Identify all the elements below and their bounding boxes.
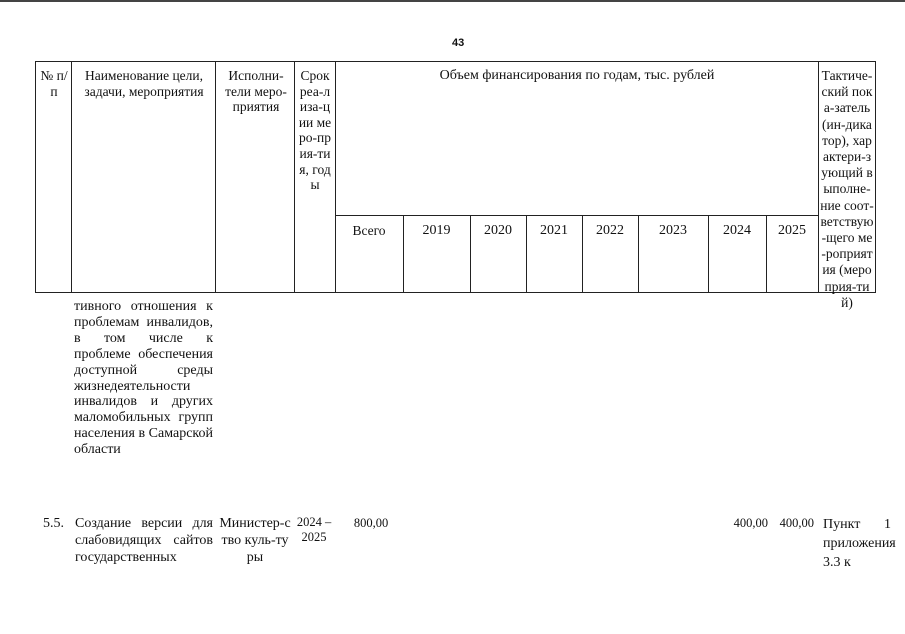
- col-term-header: Срок реа-лиза-ции меро-прия-тия, годы: [298, 68, 332, 193]
- row-5-5-2025: 400,00: [779, 516, 814, 530]
- col-year-2021: 2021: [540, 223, 568, 238]
- col-year-2022: 2022: [596, 223, 624, 238]
- col-year-2025: 2025: [778, 223, 806, 238]
- row-5-5-term: 2024 – 2025: [296, 515, 332, 544]
- col-executor-header: Исполни-тели меро-приятия: [225, 68, 287, 115]
- col-num-header: № п/п: [40, 68, 68, 99]
- continuation-text: тивного отношения к проблемам инвалидов, в том числе к проблеме обеспечения доступной среды жизнедеятельности инвалидов и других маломобильных групп населения в Самарской области: [74, 299, 213, 458]
- col-year-2023: 2023: [659, 223, 687, 238]
- col-funding-header: Объем финансирования по годам, тыс. рублей: [439, 68, 715, 83]
- col-name-header: Наименование цели, задачи, мероприятия: [84, 68, 204, 99]
- col-year-2024: 2024: [723, 223, 751, 238]
- col-total-header: Всего: [352, 223, 386, 238]
- row-5-5-number: 5.5.: [43, 516, 64, 531]
- col-indicator-header: Тактиче-ский пока-затель (ин-дикатор), характери-зующий выполне-ние соот-ветствую-щего ме-роприятия (мероприя-тий): [820, 68, 874, 310]
- page-number: 43: [452, 37, 465, 49]
- col-year-2019: 2019: [422, 223, 451, 238]
- row-5-5-total: 800,00: [353, 516, 389, 530]
- row-5-5-name: Создание версии для слабовидящих сайтов государственных: [75, 516, 213, 565]
- row-5-5-indicator: Пункт 1 приложения 3.3 к: [823, 517, 896, 570]
- row-5-5-2024: 400,00: [733, 516, 768, 530]
- col-year-2020: 2020: [484, 223, 512, 238]
- page-top-border: [0, 0, 905, 2]
- table-header: [35, 61, 876, 310]
- row-5-5-executor: Министер-ство куль-туры: [219, 516, 291, 565]
